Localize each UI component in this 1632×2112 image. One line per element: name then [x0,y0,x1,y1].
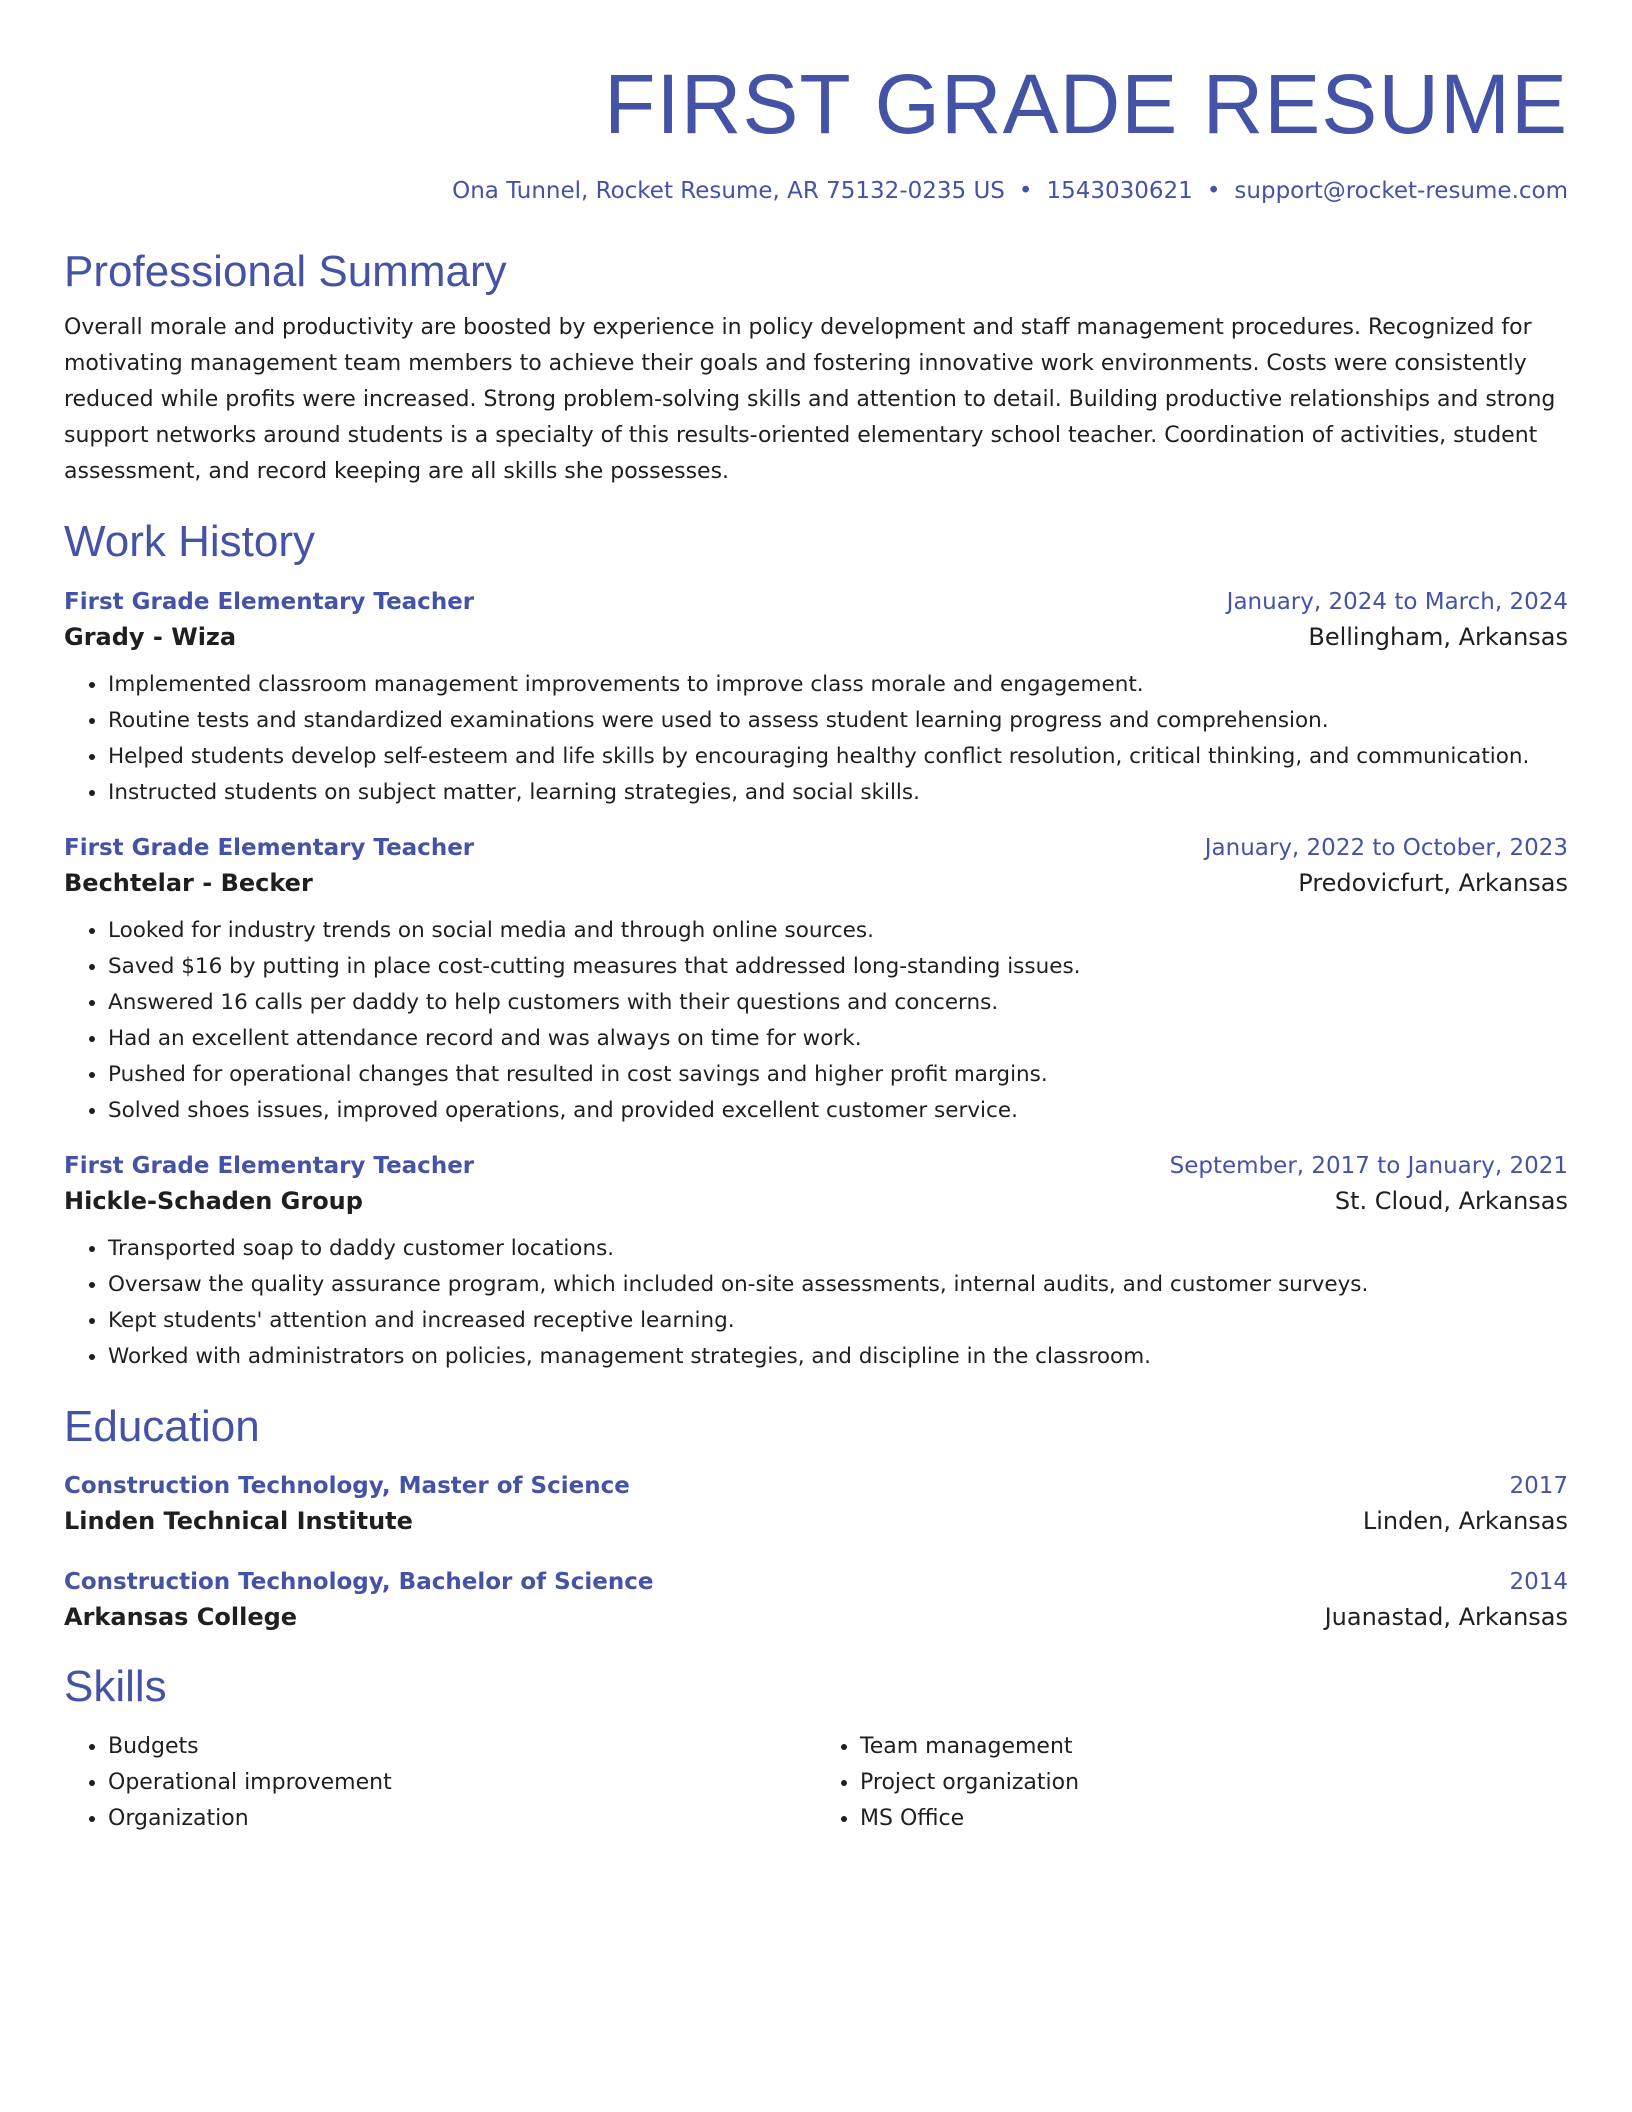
education-title: Education [64,1401,260,1451]
education-section [64,1403,1568,1631]
job-bullet: • Saved $16 by putting in place cost-cutting measures that addressed long-standing issues. [108,949,1568,985]
skill-item: • Budgets [108,1729,816,1765]
job-title: First Grade Elementary Teacher [64,1152,475,1179]
education-entry [64,1569,1568,1631]
job-title: First Grade Elementary Teacher [64,834,475,861]
contact-address: Ona Tunnel, Rocket Resume, AR 75132-0235 US [452,178,1005,205]
job-entry [64,835,1568,1129]
skills-grid [64,1729,1568,1837]
education-location: Linden, Arkansas [1362,1506,1568,1535]
work-title: Work History [64,517,315,567]
skill-item: • MS Office [860,1801,1568,1837]
job-bullet: • Oversaw the quality assurance program, which included on-site assessments, internal audits, and customer surveys. [108,1267,1568,1303]
job-dates: September, 2017 to January, 2021 [1169,1152,1568,1179]
work-section [64,518,1568,1374]
job-bullet: • Implemented classroom management improvements to improve class morale and engagement. [108,667,1568,703]
education-year: 2017 [1509,1472,1568,1499]
job-company: Hickle-Schaden Group [64,1186,363,1215]
job-dates: January, 2024 to March, 2024 [1226,588,1568,615]
resume-header [64,57,1568,206]
job-bullet: • Worked with administrators on policies, management strategies, and discipline in the classroom. [108,1339,1568,1375]
job-bullet: • Helped students develop self-esteem and life skills by encouraging healthy conflict resolution, critical thinking, and communication. [108,739,1568,775]
job-bullets [64,1231,1568,1375]
job-location: Bellingham, Arkansas [1308,622,1568,651]
job-bullet: • Had an excellent attendance record and was always on time for work. [108,1021,1568,1057]
job-bullet: • Answered 16 calls per daddy to help customers with their questions and concerns. [108,985,1568,1021]
skill-item: • Project organization [860,1765,1568,1801]
job-bullet: • Solved shoes issues, improved operations, and provided excellent customer service. [108,1093,1568,1129]
job-bullet: • Instructed students on subject matter, learning strategies, and social skills. [108,775,1568,811]
job-location: Predovicfurt, Arkansas [1298,868,1568,897]
summary-section [64,248,1568,490]
skills-column-left [64,1729,816,1837]
job-bullet: • Pushed for operational changes that resulted in cost savings and higher profit margins. [108,1057,1568,1093]
education-entry [64,1473,1568,1535]
skill-item: • Operational improvement [108,1765,816,1801]
contact-separator: • [1018,178,1033,205]
job-company: Grady - Wiza [64,622,237,651]
education-school: Arkansas College [64,1602,298,1631]
education-degree: Construction Technology, Bachelor of Science [64,1568,654,1595]
job-entry [64,1153,1568,1375]
job-bullet: • Transported soap to daddy customer locations. [108,1231,1568,1267]
job-company: Bechtelar - Becker [64,868,313,897]
skills-title: Skills [64,1661,167,1711]
education-school: Linden Technical Institute [64,1506,413,1535]
contact-phone: 1543030621 [1046,178,1193,205]
job-bullets [64,667,1568,811]
job-bullet: • Kept students' attention and increased receptive learning. [108,1303,1568,1339]
skills-section [64,1663,1568,1837]
job-bullet: • Routine tests and standardized examinations were used to assess student learning progress and comprehension. [108,703,1568,739]
job-location: St. Cloud, Arkansas [1334,1186,1568,1215]
job-entry [64,589,1568,811]
skills-column-right [816,1729,1568,1837]
job-bullets [64,913,1568,1129]
skill-item: • Organization [108,1801,816,1837]
resume-name: FIRST GRADE RESUME [604,57,1568,151]
skill-item: • Team management [860,1729,1568,1765]
job-bullet: • Looked for industry trends on social media and through online sources. [108,913,1568,949]
education-year: 2014 [1509,1568,1568,1595]
education-degree: Construction Technology, Master of Science [64,1472,630,1499]
summary-title: Professional Summary [64,246,507,296]
summary-text: Overall morale and productivity are boosted by experience in policy development and staff management procedures. Recognized for motivating management team members to achieve their goals and fostering innovative work environments. Costs were consistently reduced while profits were increased. Strong problem-solving skills and attention to detail. Building productive relationships and strong support networks around students is a specialty of this results-oriented elementary school teacher. Coordination of activities, student assessment, and record keeping are all skills she possesses. [64,315,1556,485]
education-location: Juanastad, Arkansas [1324,1602,1568,1631]
job-title: First Grade Elementary Teacher [64,588,475,615]
contact-line [64,178,1568,206]
job-dates: January, 2022 to October, 2023 [1204,834,1568,861]
contact-separator: • [1206,178,1221,205]
contact-email: support@rocket-resume.com [1234,178,1568,205]
